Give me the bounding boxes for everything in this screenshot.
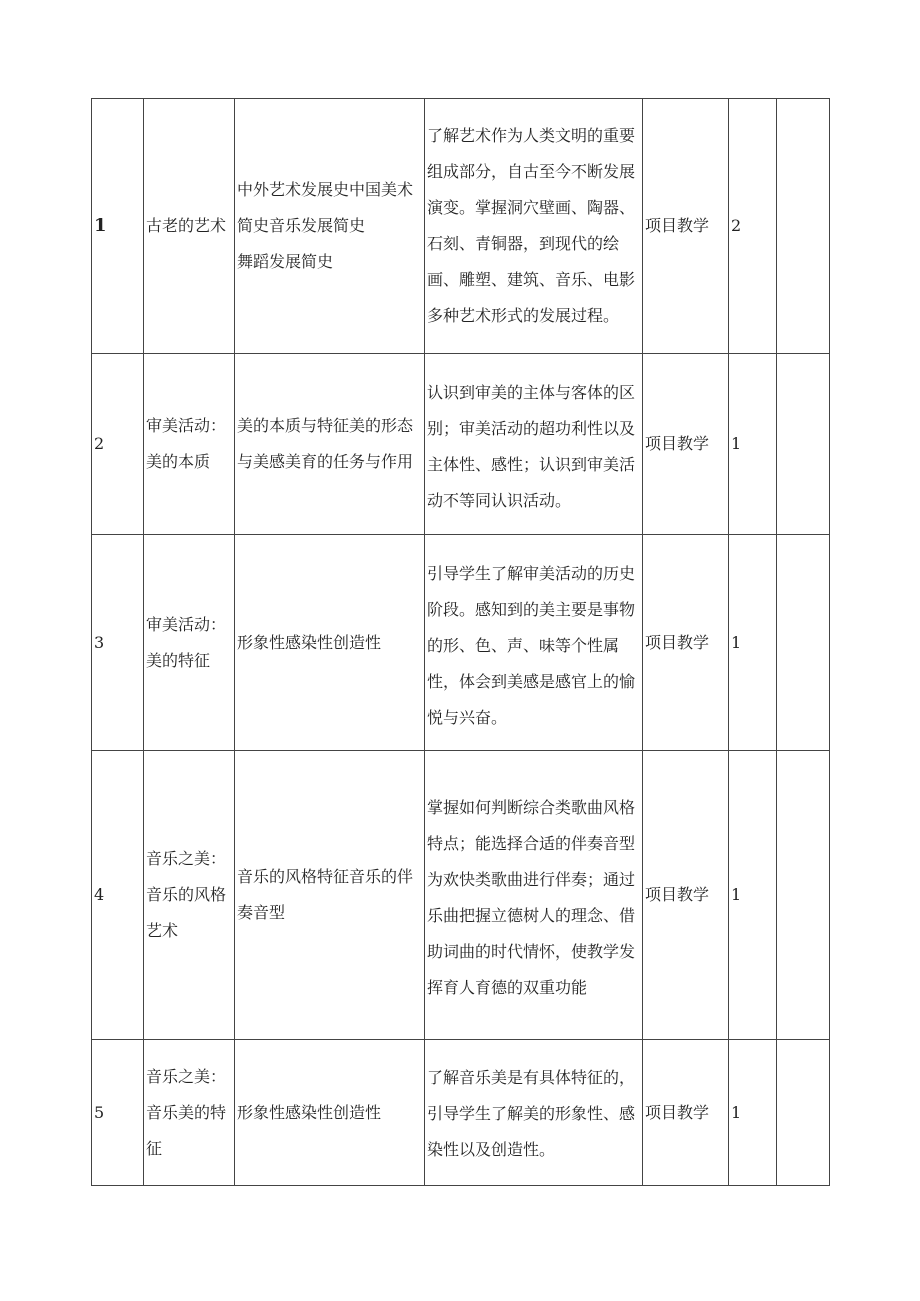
row-method: 项目教学 bbox=[643, 535, 729, 751]
table-row bbox=[92, 535, 830, 751]
content-line: 中外艺术发展史中国美术简史音乐发展简史 bbox=[237, 180, 414, 235]
row-index: 1 bbox=[92, 99, 144, 354]
row-method: 项目教学 bbox=[643, 1040, 729, 1186]
row-topic: 审美活动：美的特征 bbox=[144, 535, 235, 751]
table-row bbox=[92, 1040, 830, 1186]
row-method: 项目教学 bbox=[643, 99, 729, 354]
content-line: 美的本质与特征美的形态与美感美育的任务与作用 bbox=[237, 416, 414, 471]
row-hours: 1 bbox=[729, 751, 777, 1040]
row-content bbox=[235, 1040, 425, 1186]
row-objective: 了解音乐美是有具体特征的，引导学生了解美的形象性、感染性以及创造性。 bbox=[425, 1040, 643, 1186]
row-hours: 1 bbox=[729, 535, 777, 751]
row-method: 项目教学 bbox=[643, 354, 729, 535]
row-topic: 审美活动：美的本质 bbox=[144, 354, 235, 535]
content-line: 舞蹈发展简史 bbox=[237, 252, 334, 271]
row-method: 项目教学 bbox=[643, 751, 729, 1040]
row-topic: 音乐之美：音乐的风格艺术 bbox=[144, 751, 235, 1040]
table-row bbox=[92, 354, 830, 535]
row-index: 3 bbox=[92, 535, 144, 751]
content-line: 形象性感染性创造性 bbox=[237, 1102, 382, 1122]
row-content bbox=[235, 535, 425, 751]
row-content bbox=[235, 354, 425, 535]
content-line: 音乐的风格特征音乐的伴奏音型 bbox=[237, 867, 414, 922]
table-row bbox=[92, 751, 830, 1040]
row-index: 2 bbox=[92, 354, 144, 535]
row-remark bbox=[777, 99, 830, 354]
row-content bbox=[235, 751, 425, 1040]
row-remark bbox=[777, 751, 830, 1040]
row-objective: 了解艺术作为人类文明的重要组成部分，自古至今不断发展演变。掌握洞穴壁画、陶器、石刻、青铜器，到现代的绘画、雕塑、建筑、音乐、电影多种艺术形式的发展过程。 bbox=[425, 99, 643, 354]
row-index: 4 bbox=[92, 751, 144, 1040]
row-topic: 音乐之美：音乐美的特征 bbox=[144, 1040, 235, 1186]
row-topic: 古老的艺术 bbox=[144, 99, 235, 354]
row-remark bbox=[777, 535, 830, 751]
row-remark bbox=[777, 354, 830, 535]
row-hours: 1 bbox=[729, 1040, 777, 1186]
row-hours: 2 bbox=[729, 99, 777, 354]
table-row bbox=[92, 99, 830, 354]
row-objective: 认识到审美的主体与客体的区别；审美活动的超功利性以及主体性、感性；认识到审美活动不等同认识活动。 bbox=[425, 354, 643, 535]
row-remark bbox=[777, 1040, 830, 1186]
row-index: 5 bbox=[92, 1040, 144, 1186]
row-objective: 引导学生了解审美活动的历史阶段。感知到的美主要是事物的形、色、声、味等个性属性，体会到美感是感官上的愉悦与兴奋。 bbox=[425, 535, 643, 751]
row-content bbox=[235, 99, 425, 354]
row-objective: 掌握如何判断综合类歌曲风格特点；能选择合适的伴奏音型为欢快类歌曲进行伴奏；通过乐曲把握立德树人的理念、借助词曲的时代情怀，使教学发挥育人育德的双重功能 bbox=[425, 751, 643, 1040]
curriculum-table bbox=[91, 98, 830, 1186]
row-hours: 1 bbox=[729, 354, 777, 535]
content-line: 形象性感染性创造性 bbox=[237, 632, 382, 652]
